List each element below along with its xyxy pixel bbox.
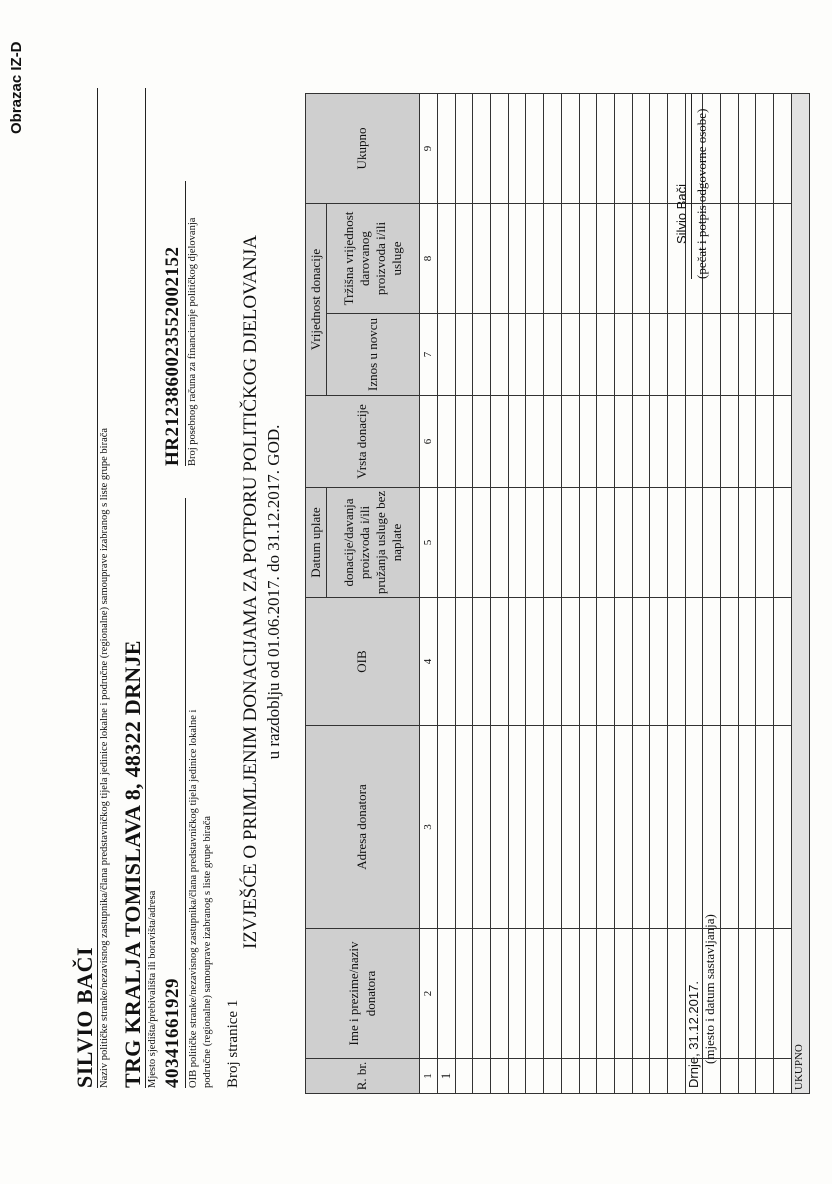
table-cell xyxy=(473,598,491,726)
table-cell xyxy=(703,726,721,929)
table-cell xyxy=(508,929,526,1059)
table-cell xyxy=(455,929,473,1059)
table-cell xyxy=(526,93,544,203)
report-title: IZVJEŠĆE O PRIMLJENIM DONACIJAMA ZA POTPORU POLITIČKOG DJELOVANJA xyxy=(240,235,261,949)
column-number-row xyxy=(420,93,438,1093)
table-cell xyxy=(508,488,526,598)
header-market: Tržišna vrijednost darovanog proizvoda i/ili usluge xyxy=(327,203,420,313)
table-row xyxy=(438,93,456,1093)
candidate-name: SILVIO BAČI xyxy=(72,946,97,1088)
candidate-oib-caption: OIB političke stranke/nezavisnog zastupnika/člana predstavničkog tijela jedinice lokalne i područne (regionalne) samouprave izabranog s liste grupe birača xyxy=(188,709,213,1088)
table-row xyxy=(526,93,544,1093)
table-cell xyxy=(703,314,721,396)
table-cell xyxy=(508,598,526,726)
table-cell xyxy=(632,93,650,203)
table-cell xyxy=(508,203,526,313)
candidate-address: TRG KRALJA TOMISLAVA 8, 48322 DRNJE xyxy=(120,640,145,1088)
table-cell xyxy=(544,396,562,488)
table-cell xyxy=(756,203,774,313)
table-cell xyxy=(703,488,721,598)
table-cell xyxy=(614,203,632,313)
table-cell xyxy=(597,598,615,726)
table-cell xyxy=(632,488,650,598)
table-cell xyxy=(738,1059,756,1094)
table-cell xyxy=(438,93,456,203)
table-cell xyxy=(526,203,544,313)
signature-line xyxy=(691,94,692,279)
table-cell xyxy=(756,726,774,929)
candidate-address-caption: Mjesto sjedišta/prebivališta ili boravišta/adresa xyxy=(147,890,158,1088)
candidate-account-caption: Broj posebnog računa za financiranje političkog djelovanja xyxy=(187,217,198,466)
table-cell xyxy=(650,93,668,203)
table-cell xyxy=(667,396,685,488)
table-cell xyxy=(756,1059,774,1094)
table-cell xyxy=(438,488,456,598)
table-cell xyxy=(561,93,579,203)
table-cell xyxy=(473,1059,491,1094)
table-cell xyxy=(738,726,756,929)
table-cell xyxy=(491,929,509,1059)
total-row xyxy=(791,93,809,1093)
table-cell xyxy=(508,93,526,203)
table-cell xyxy=(650,203,668,313)
table-cell xyxy=(579,314,597,396)
table-cell xyxy=(579,396,597,488)
table-cell xyxy=(614,1059,632,1094)
table-cell xyxy=(614,93,632,203)
table-cell xyxy=(491,314,509,396)
table-cell xyxy=(544,93,562,203)
table-cell xyxy=(738,598,756,726)
account-underline xyxy=(185,181,186,466)
candidate-account: HR2123860023552002152 xyxy=(162,246,183,466)
table-cell xyxy=(491,488,509,598)
table-cell xyxy=(579,726,597,929)
table-cell xyxy=(561,203,579,313)
header-value-group: Vrijednost donacije xyxy=(306,203,327,395)
table-cell xyxy=(455,396,473,488)
place-date-caption: (mjesto i datum sastavljanja) xyxy=(702,914,717,1064)
table-cell xyxy=(597,726,615,929)
page-number-label: Broj stranice 1 xyxy=(225,999,241,1088)
column-number: 7 xyxy=(420,314,438,396)
table-cell xyxy=(561,396,579,488)
table-cell xyxy=(667,726,685,929)
table-cell xyxy=(508,314,526,396)
table-cell xyxy=(650,598,668,726)
table-cell xyxy=(667,488,685,598)
header-address: Adresa donatora xyxy=(306,726,420,929)
table-cell xyxy=(438,314,456,396)
table-cell xyxy=(438,396,456,488)
table-cell xyxy=(473,396,491,488)
table-cell xyxy=(632,726,650,929)
table-cell xyxy=(597,488,615,598)
table-cell xyxy=(579,598,597,726)
table-cell xyxy=(632,314,650,396)
table-row xyxy=(650,93,668,1093)
table-cell xyxy=(614,314,632,396)
table-cell xyxy=(526,1059,544,1094)
table-cell xyxy=(473,488,491,598)
address-underline xyxy=(145,88,146,1088)
column-number: 8 xyxy=(420,203,438,313)
table-cell xyxy=(738,396,756,488)
table-cell xyxy=(721,314,739,396)
header-rb: R. br. xyxy=(306,1059,420,1094)
header-name: Ime i prezime/naziv donatora xyxy=(306,929,420,1059)
table-cell xyxy=(774,314,792,396)
table-cell xyxy=(756,488,774,598)
candidate-oib: 40341661929 xyxy=(162,978,183,1088)
table-cell xyxy=(703,396,721,488)
table-cell xyxy=(738,203,756,313)
table-cell xyxy=(544,598,562,726)
table-row xyxy=(544,93,562,1093)
table-cell xyxy=(561,598,579,726)
table-cell xyxy=(508,726,526,929)
column-number: 2 xyxy=(420,929,438,1059)
table-row xyxy=(774,93,792,1093)
table-cell xyxy=(650,929,668,1059)
table-cell xyxy=(738,929,756,1059)
table-cell xyxy=(685,314,703,396)
table-cell xyxy=(721,598,739,726)
table-cell xyxy=(597,93,615,203)
table-cell xyxy=(703,598,721,726)
header-row-top xyxy=(306,93,327,1093)
table-cell xyxy=(544,488,562,598)
table-cell xyxy=(455,488,473,598)
header-type: Vrsta donacije xyxy=(306,396,420,488)
table-cell xyxy=(597,314,615,396)
table-cell xyxy=(685,598,703,726)
table-cell xyxy=(544,314,562,396)
table-cell xyxy=(738,314,756,396)
table-cell xyxy=(721,929,739,1059)
table-cell xyxy=(473,314,491,396)
table-cell xyxy=(526,314,544,396)
table-row xyxy=(738,93,756,1093)
table-cell xyxy=(721,93,739,203)
table-row xyxy=(614,93,632,1093)
table-row xyxy=(491,93,509,1093)
name-underline xyxy=(97,88,98,1088)
form-code: Obrazac IZ-D xyxy=(8,41,25,134)
table-cell xyxy=(597,929,615,1059)
table-cell xyxy=(685,726,703,929)
table-cell xyxy=(614,598,632,726)
header-total: Ukupno xyxy=(306,93,420,203)
table-row xyxy=(561,93,579,1093)
table-cell xyxy=(526,929,544,1059)
table-cell xyxy=(455,726,473,929)
table-cell xyxy=(597,396,615,488)
table-row xyxy=(508,93,526,1093)
column-number: 5 xyxy=(420,488,438,598)
table-cell xyxy=(508,1059,526,1094)
table-cell xyxy=(526,598,544,726)
table-cell xyxy=(455,93,473,203)
table-cell xyxy=(756,93,774,203)
signer-name: Silvio Bači xyxy=(674,184,689,244)
table-cell xyxy=(597,1059,615,1094)
table-cell xyxy=(756,396,774,488)
table-cell xyxy=(491,1059,509,1094)
table-cell xyxy=(721,488,739,598)
table-cell xyxy=(650,1059,668,1094)
table-cell xyxy=(650,488,668,598)
table-cell xyxy=(438,726,456,929)
table-cell xyxy=(561,1059,579,1094)
table-cell xyxy=(721,1059,739,1094)
table-cell xyxy=(491,203,509,313)
table-cell xyxy=(774,488,792,598)
table-cell xyxy=(561,314,579,396)
table-cell xyxy=(614,929,632,1059)
table-cell xyxy=(544,726,562,929)
table-cell xyxy=(491,93,509,203)
table-cell xyxy=(473,726,491,929)
table-cell xyxy=(774,929,792,1059)
table-cell xyxy=(632,396,650,488)
table-cell xyxy=(774,598,792,726)
table-cell xyxy=(667,598,685,726)
table-cell xyxy=(491,396,509,488)
report-period: u razdoblju od 01.06.2017. do 31.12.2017. GOD. xyxy=(264,424,283,760)
table-cell xyxy=(774,203,792,313)
table-row xyxy=(756,93,774,1093)
table-cell xyxy=(756,598,774,726)
table-cell xyxy=(579,488,597,598)
table-cell xyxy=(614,726,632,929)
table-cell xyxy=(438,598,456,726)
table-cell xyxy=(632,1059,650,1094)
table-cell xyxy=(438,203,456,313)
header-date-group: Datum uplate xyxy=(306,488,327,598)
table-cell xyxy=(632,929,650,1059)
table-cell xyxy=(526,488,544,598)
table-cell xyxy=(614,396,632,488)
table-cell xyxy=(721,726,739,929)
table-cell xyxy=(473,203,491,313)
table-cell xyxy=(774,1059,792,1094)
table-cell xyxy=(455,203,473,313)
table-cell xyxy=(721,396,739,488)
header-amount: Iznos u novcu xyxy=(327,314,420,396)
table-cell xyxy=(667,314,685,396)
table-cell xyxy=(632,203,650,313)
table-row xyxy=(632,93,650,1093)
table-cell xyxy=(491,726,509,929)
table-row xyxy=(579,93,597,1093)
table-cell xyxy=(667,929,685,1059)
table-cell xyxy=(579,929,597,1059)
table-cell xyxy=(544,203,562,313)
table-cell xyxy=(650,314,668,396)
table-row xyxy=(473,93,491,1093)
table-cell xyxy=(561,929,579,1059)
column-number: 9 xyxy=(420,93,438,203)
table-cell xyxy=(561,726,579,929)
oib-underline xyxy=(185,498,186,1088)
header-date-sub: donacije/davanja proizvoda i/ili pružanja usluge bez naplate xyxy=(327,488,420,598)
table-cell xyxy=(632,598,650,726)
table-cell xyxy=(597,203,615,313)
table-cell xyxy=(614,488,632,598)
table-cell xyxy=(526,726,544,929)
table-cell xyxy=(473,93,491,203)
table-cell xyxy=(650,396,668,488)
table-cell xyxy=(579,203,597,313)
table-cell xyxy=(738,488,756,598)
table-cell xyxy=(774,93,792,203)
table-cell xyxy=(774,726,792,929)
table-cell xyxy=(508,396,526,488)
signer-caption: (pečat i potpis odgovorne osobe) xyxy=(694,108,709,279)
table-cell xyxy=(561,488,579,598)
table-cell xyxy=(455,598,473,726)
table-cell xyxy=(438,929,456,1059)
candidate-name-caption: Naziv političke stranke/nezavisnog zastupnika/člana predstavničkog tijela jedinice lokalne i područne (regionalne) samouprave izabranog s liste grupe birača xyxy=(99,427,110,1088)
table-cell xyxy=(685,396,703,488)
donations-table xyxy=(305,93,810,1094)
table-cell xyxy=(544,1059,562,1094)
table-cell xyxy=(774,396,792,488)
table-cell xyxy=(756,314,774,396)
table-cell xyxy=(473,929,491,1059)
table-row xyxy=(455,93,473,1093)
table-cell xyxy=(667,1059,685,1094)
table-cell xyxy=(685,488,703,598)
column-number: 1 xyxy=(420,1059,438,1094)
place-date: Drnje, 31.12.2017. xyxy=(686,981,701,1088)
table-cell xyxy=(721,203,739,313)
column-number: 6 xyxy=(420,396,438,488)
table-cell xyxy=(455,1059,473,1094)
table-row xyxy=(597,93,615,1093)
table-cell: 1 xyxy=(438,1059,456,1094)
table-cell xyxy=(491,598,509,726)
column-number: 3 xyxy=(420,726,438,929)
table-row xyxy=(721,93,739,1093)
table-cell xyxy=(579,93,597,203)
table-cell xyxy=(738,93,756,203)
table-cell xyxy=(650,726,668,929)
total-label: UKUPNO xyxy=(791,93,809,1093)
table-cell xyxy=(544,929,562,1059)
table-cell xyxy=(526,396,544,488)
table-cell xyxy=(579,1059,597,1094)
column-number: 4 xyxy=(420,598,438,726)
table-cell xyxy=(756,929,774,1059)
table-cell xyxy=(455,314,473,396)
header-oib: OIB xyxy=(306,598,420,726)
